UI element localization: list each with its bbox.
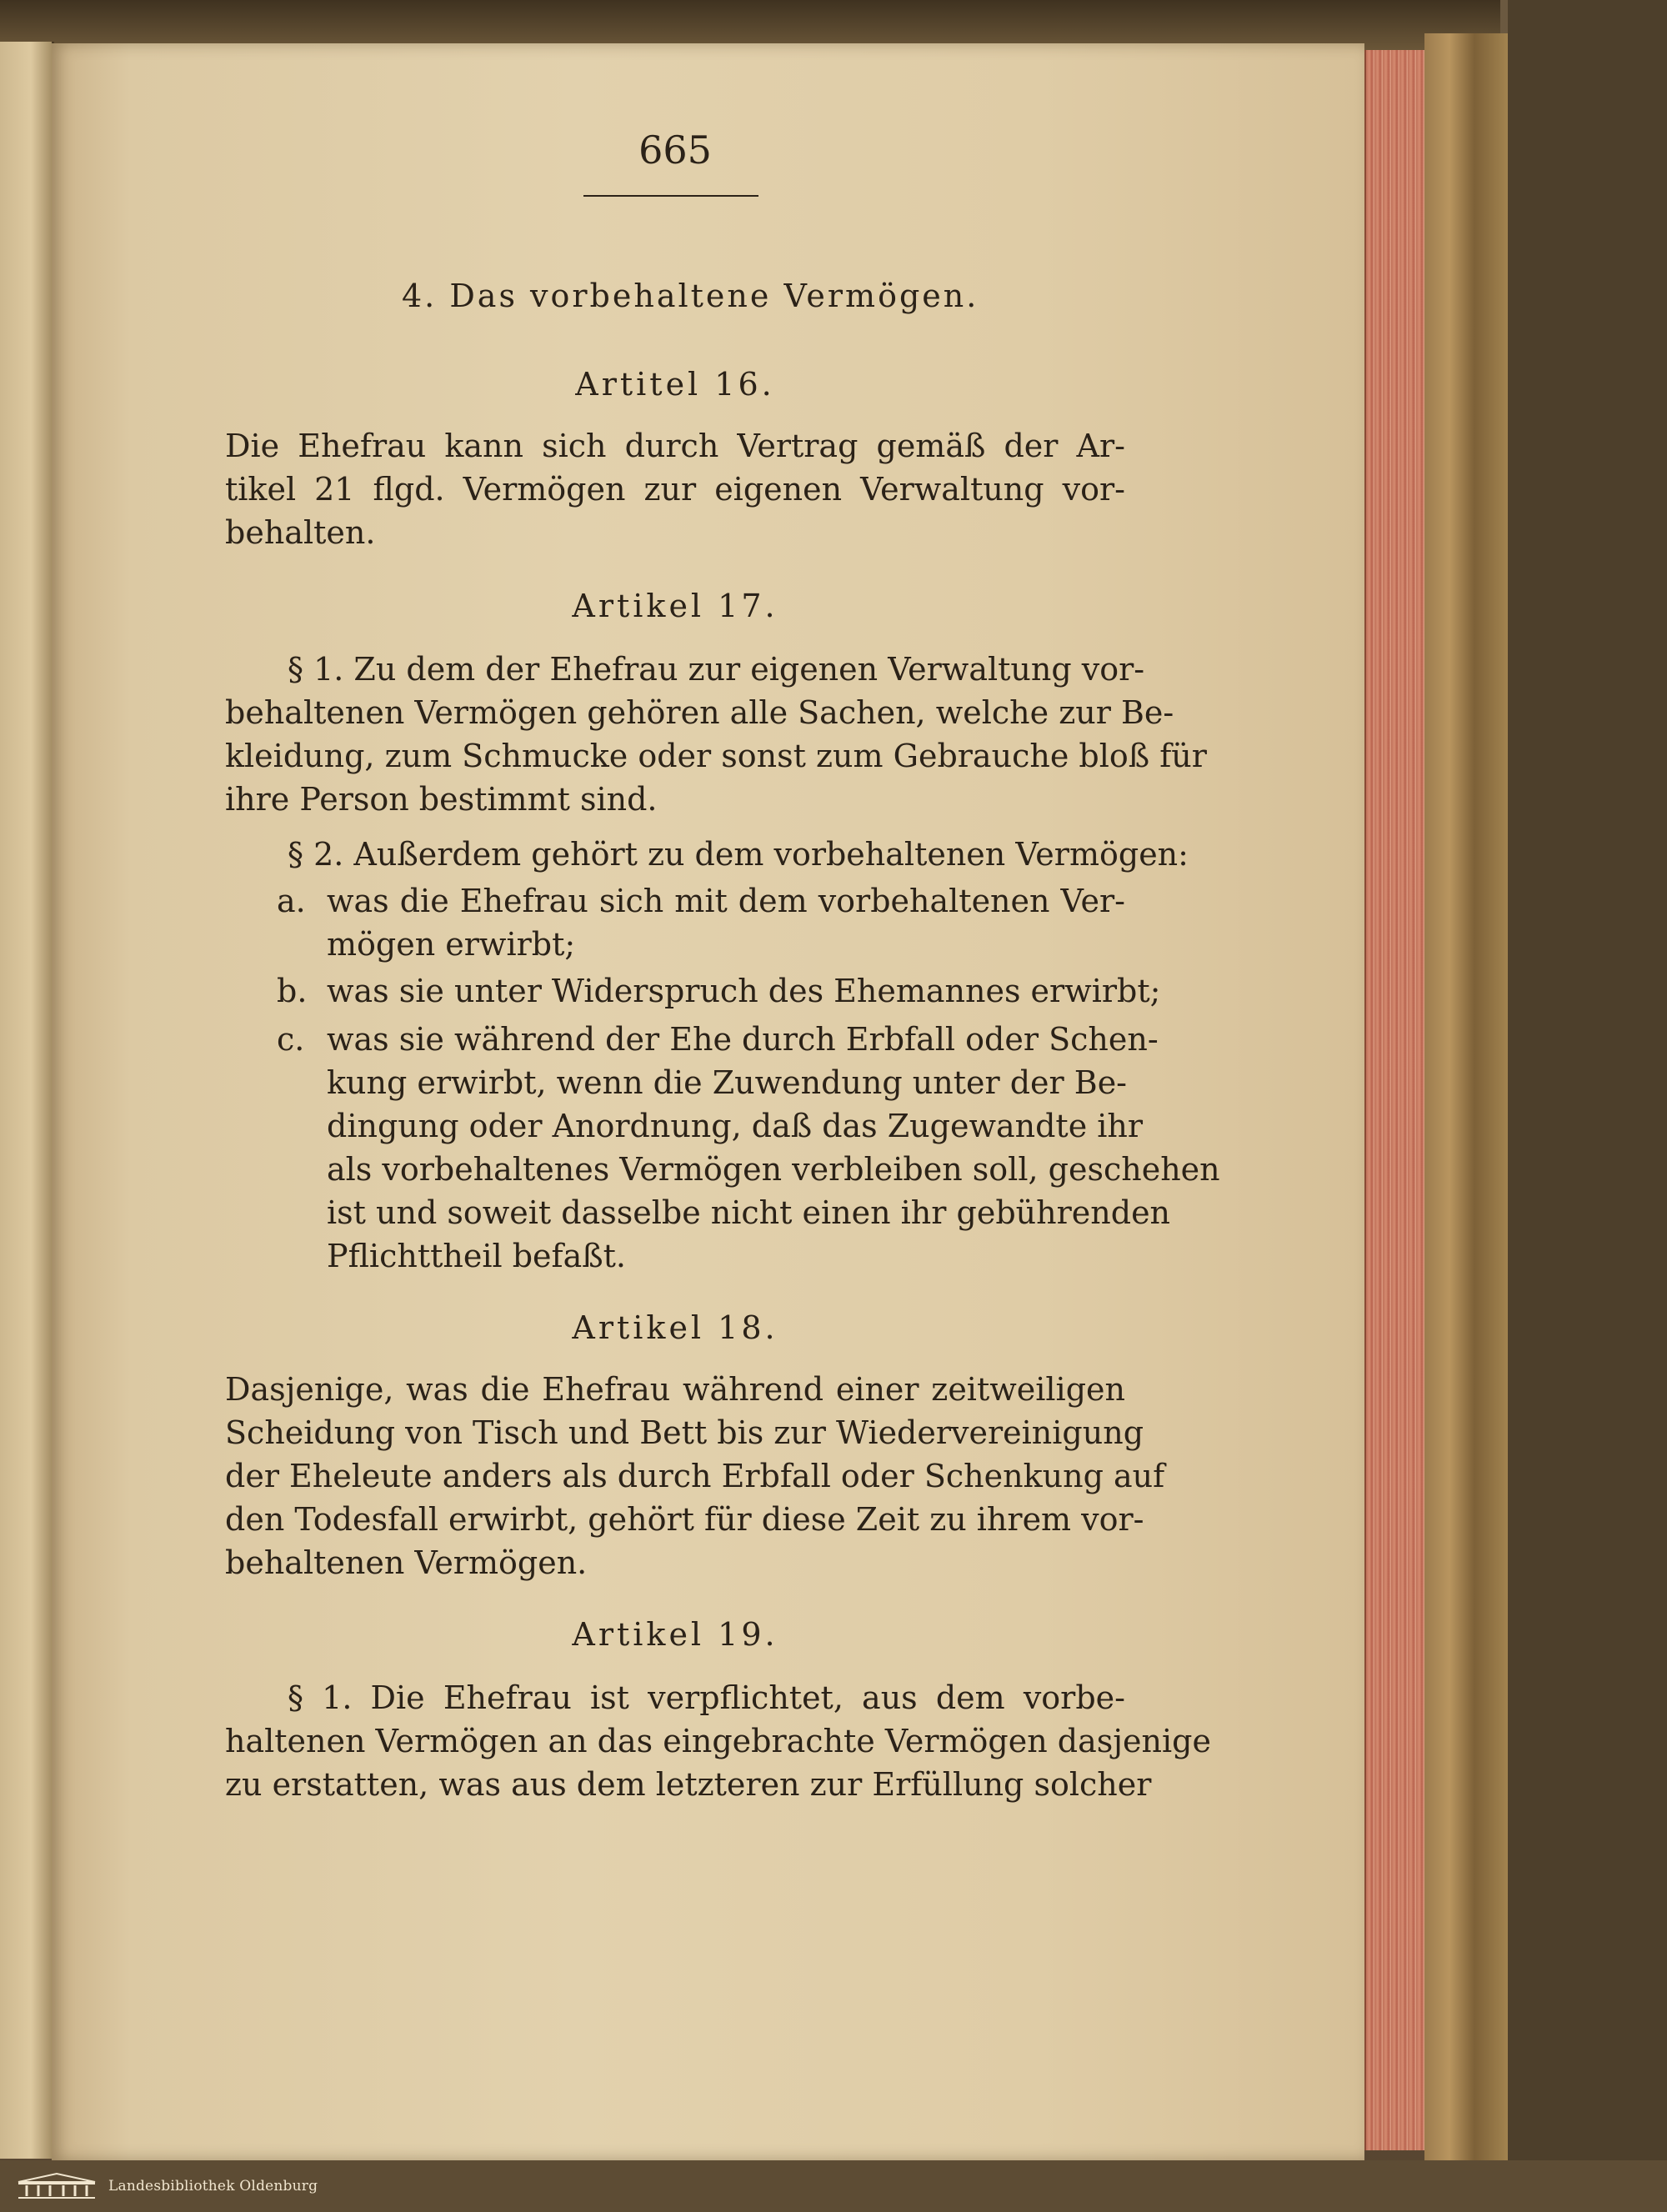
list-item-line: was die Ehefrau sich mit dem vorbehaltenen Ver- [327, 883, 1125, 919]
page-number-rule [583, 195, 758, 197]
list-item-line: kung erwirbt, wenn die Zuwendung unter der Be- [327, 1064, 1128, 1101]
list-marker: a. [277, 883, 306, 919]
text-line: § 1. Zu dem der Ehefrau zur eigenen Verwaltung vor- [288, 651, 1145, 688]
text-line: Die Ehefrau kann sich durch Vertrag gemäß der Ar- [225, 428, 1125, 464]
list-item-line: Pflichttheil befaßt. [327, 1238, 626, 1274]
library-badge [15, 2172, 318, 2200]
text-line: Scheidung von Tisch und Bett bis zur Wiedervereinigung [225, 1414, 1144, 1451]
article-heading: Artikel 18. [572, 1309, 778, 1346]
text-line: behaltenen Vermögen. [225, 1544, 588, 1581]
book-cover-top [0, 0, 1500, 50]
list-marker: b. [277, 973, 308, 1009]
article-heading: Artikel 19. [572, 1616, 778, 1653]
text-line: kleidung, zum Schmucke oder sonst zum Gebrauche bloß für [225, 738, 1207, 774]
list-item-line: als vorbehaltenes Vermögen verbleiben soll, geschehen [327, 1151, 1220, 1188]
text-line: behaltenen Vermögen gehören alle Sachen, welche zur Be- [225, 694, 1174, 731]
article-heading: Artitel 16. [575, 366, 775, 403]
page-edges [1364, 50, 1426, 2150]
book-cover-right [1424, 33, 1508, 2167]
text-line: behalten. [225, 514, 376, 551]
library-building-icon [15, 2172, 98, 2200]
list-item-line: was sie während der Ehe durch Erbfall oder Schen- [327, 1021, 1159, 1058]
scan-backdrop [1508, 0, 1667, 2212]
article-heading: Artikel 17. [572, 588, 778, 624]
list-marker: c. [277, 1021, 305, 1058]
section-heading: 4. Das vorbehaltene Vermögen. [402, 278, 979, 314]
text-line: § 1. Die Ehefrau ist verpflichtet, aus dem vorbe- [288, 1679, 1125, 1716]
text-line: haltenen Vermögen an das eingebrachte Vermögen dasjenige [225, 1723, 1211, 1759]
text-line: den Todesfall erwirbt, gehört für diese Zeit zu ihrem vor- [225, 1501, 1144, 1538]
text-line: § 2. Außerdem gehört zu dem vorbehaltenen Vermögen: [288, 836, 1189, 873]
page-number: 665 [638, 128, 712, 173]
left-page-edge [0, 42, 54, 2159]
list-item-line: ist und soweit dasselbe nicht einen ihr gebührenden [327, 1194, 1171, 1231]
library-name: Landesbibliothek Oldenburg [108, 2178, 318, 2194]
text-line: ihre Person bestimmt sind. [225, 781, 658, 818]
list-item-line: dingung oder Anordnung, daß das Zugewandte ihr [327, 1108, 1144, 1144]
text-line: tikel 21 flgd. Vermögen zur eigenen Verwaltung vor- [225, 471, 1125, 508]
text-line: Dasjenige, was die Ehefrau während einer zeitweiligen [225, 1371, 1125, 1408]
text-line: zu erstatten, was aus dem letzteren zur Erfüllung solcher [225, 1766, 1152, 1803]
list-item-line: mögen erwirbt; [327, 926, 576, 963]
list-item-line: was sie unter Widerspruch des Ehemannes erwirbt; [327, 973, 1161, 1009]
text-line: der Eheleute anders als durch Erbfall oder Schenkung auf [225, 1458, 1165, 1494]
